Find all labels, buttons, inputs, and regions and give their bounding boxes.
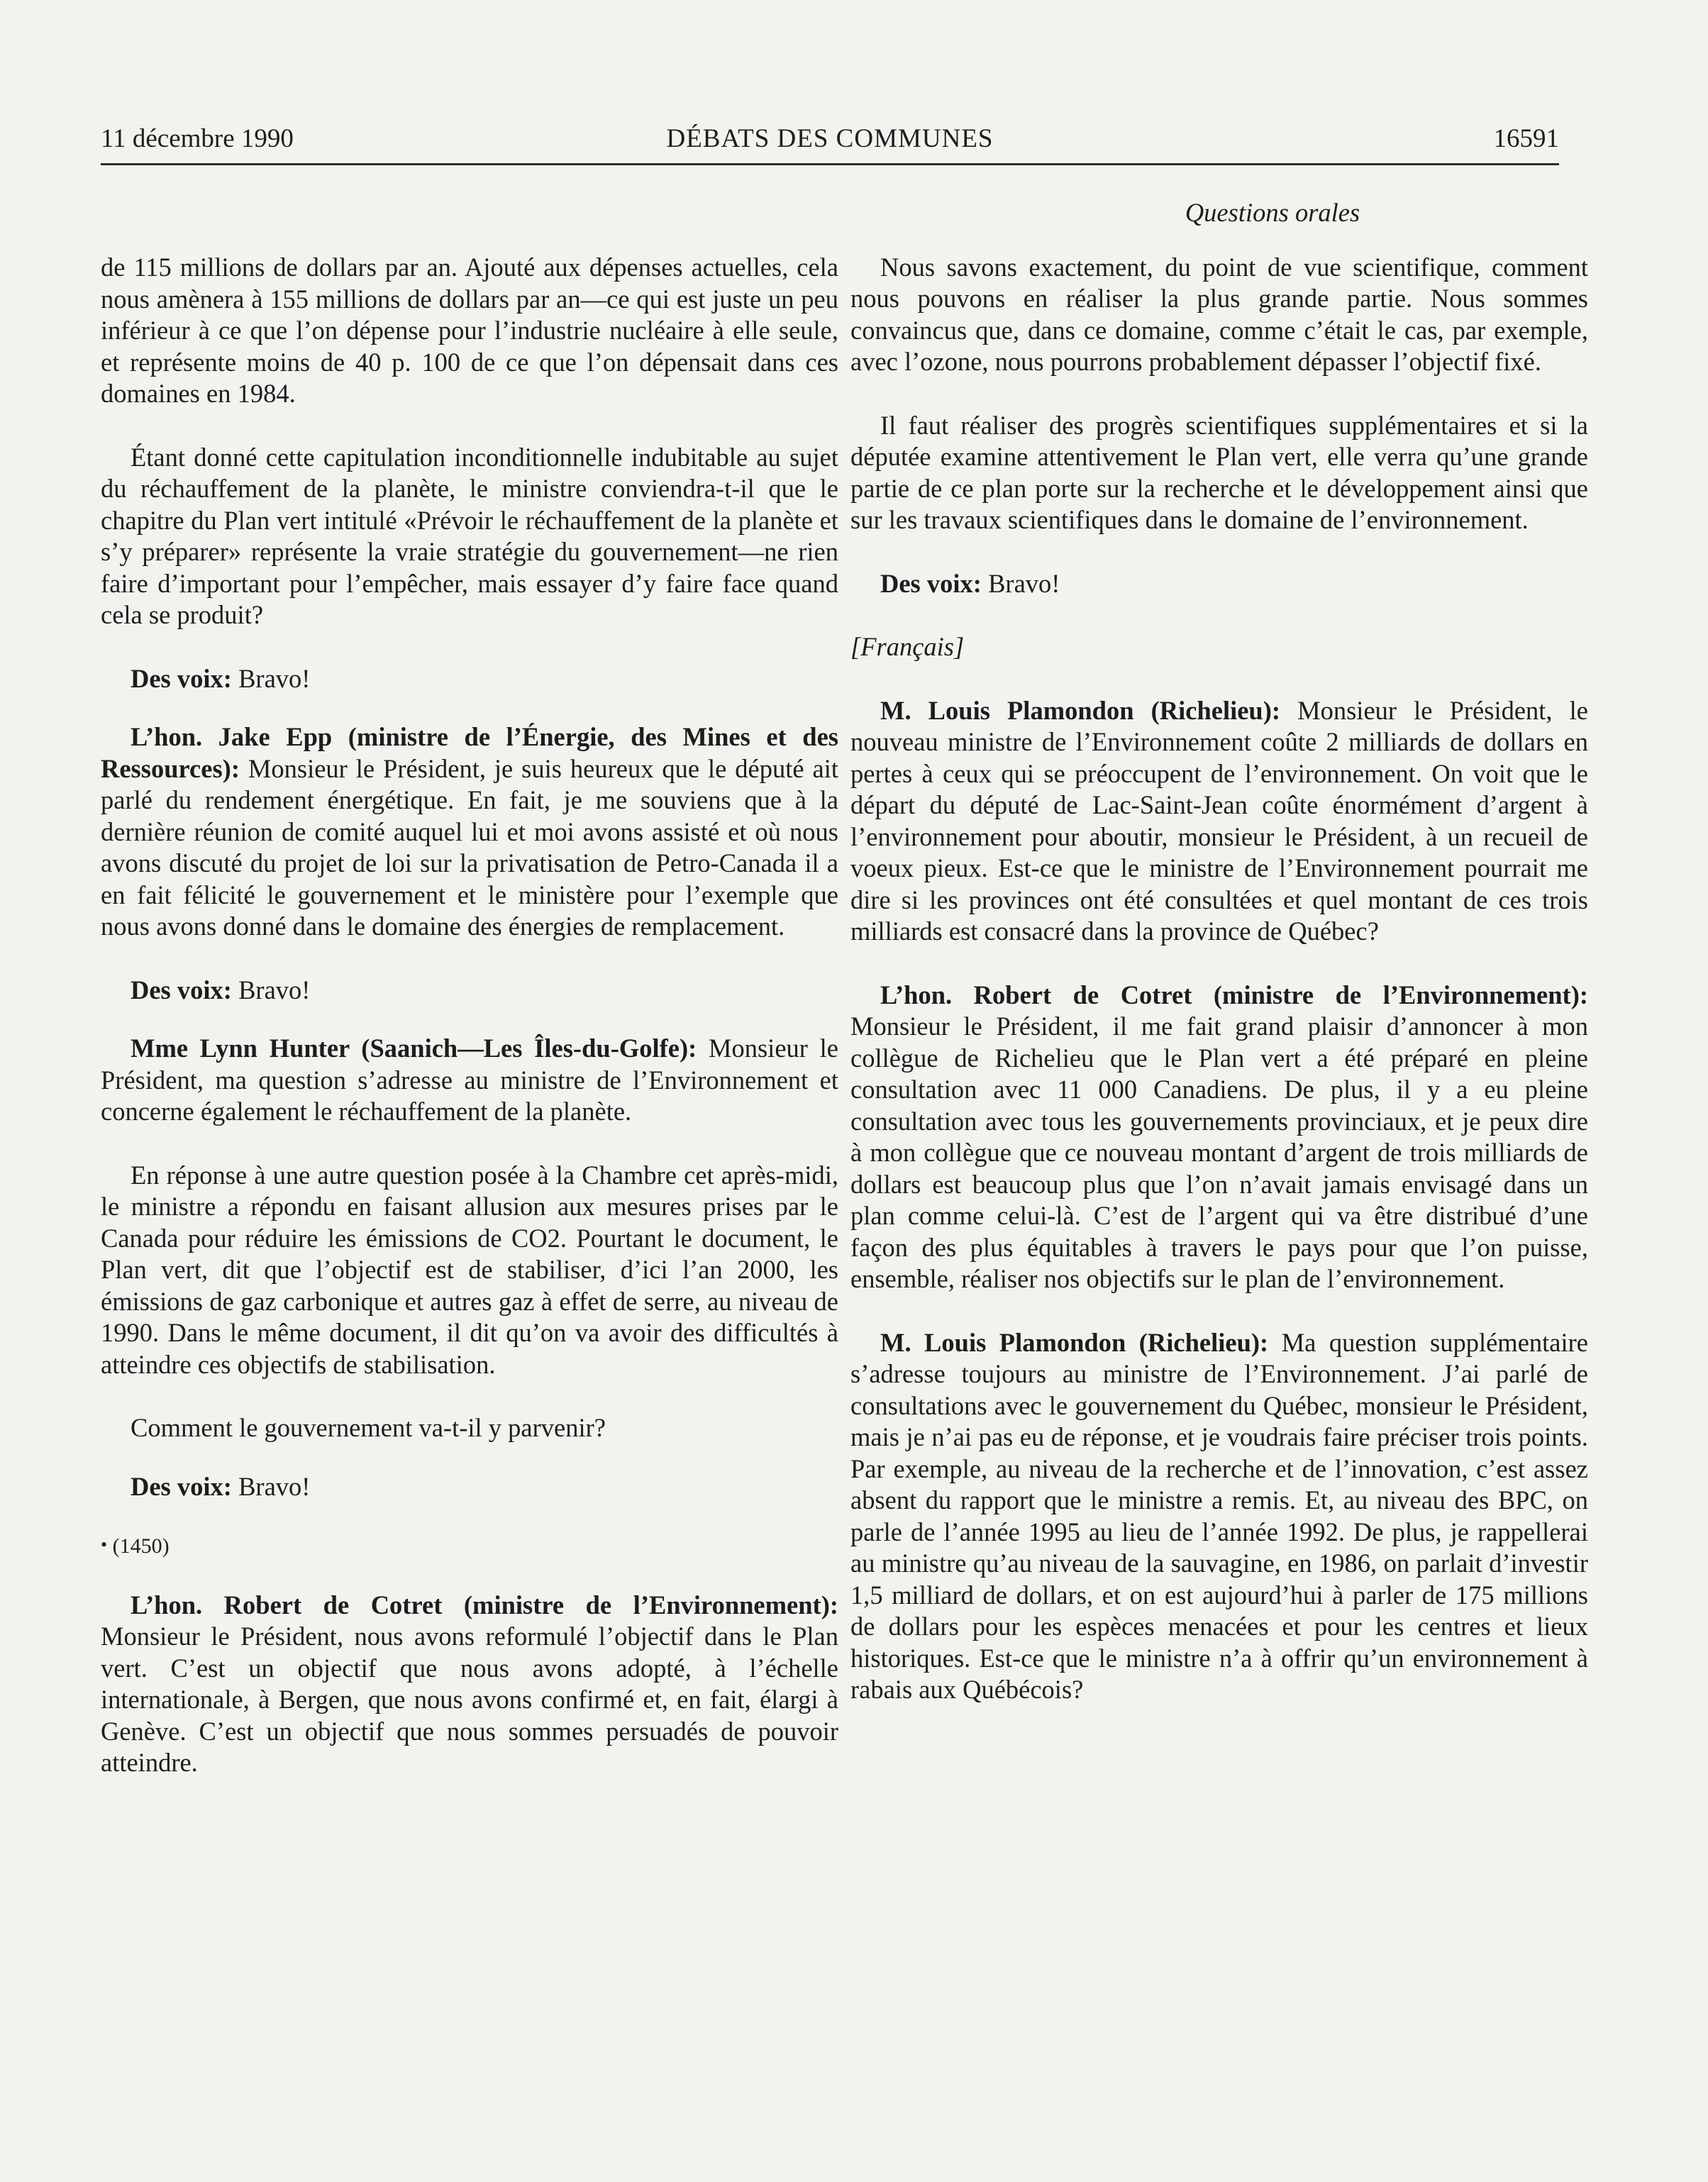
right-column [850,197,1588,1738]
speech-text: Ma question supplémentaire s’adresse toujours au ministre de l’Environnement. J’ai parlé de consultations avec le gouvernement du Québec, monsieur le Président, mais je n’ai pas eu de réponse, et je voudrais faire préciser trois points. Par exemple, au niveau de la recherche et de l’innovation, c’est assez absent du rapport que le ministre a remis. Et, au niveau des BPC, on parle de l’année 1995 au lieu de l’année 1992. De plus, je rappellerai au ministre qu’au niveau de la sauvagine, en 1986, on parlait d’investir 1,5 milliard de dollars, et on est aujourd’hui à parler de 175 millions de dollars pour les espèces menacées et pour les centres et lieux historiques. Est-ce que le ministre n’a à offrir qu’un environnement à rabais aux Québécois? [850,1327,1588,1704]
interjection [101,975,838,1007]
timestamp [101,1529,838,1563]
header-date: 11 décembre 1990 [101,124,294,153]
paragraph: En réponse à une autre question posée à la Chambre cet après-midi, le ministre a répondu en faisant allusion aux mesures prises par le Canada pour réduire les émissions de CO2. Pourtant le document, le Plan vert, dit que l’objectif est de stabiliser, d’ici l’an 2000, les émissions de gaz carbonique et autres gaz à effet de serre, au niveau de 1990. Dans le même document, il dit qu’on va avoir des difficultés à atteindre ces objectifs de stabilisation. [101,1160,838,1379]
interjection [850,568,1588,600]
page-header [101,122,1559,165]
section-title: Questions orales [1185,198,1360,227]
speaker-name: Des voix: [131,663,232,693]
speech [101,1590,838,1779]
timestamp-text: (1450) [112,1534,170,1558]
header-title: DÉBATS DES COMMUNES [666,124,994,153]
speaker-name: Des voix: [131,975,232,1004]
speech [850,1327,1588,1706]
paragraph: Étant donné cette capitulation inconditionnelle indubitable au sujet du réchauffement de la planète, le ministre conviendra-t-il que le chapitre du Plan vert intitulé «Prévoir le réchauffement de la planète et s’y préparer» représente la vraie stratégie du gouvernement—ne rien faire d’important pour l’empêcher, mais essayer d’y faire face quand cela se produit? [101,442,838,629]
header-page-number: 16591 [1493,124,1559,153]
speech [101,721,838,943]
speaker-name: L’hon. Robert de Cotret (ministre de l’Environnement): [131,1590,838,1619]
paragraph: Nous savons exactement, du point de vue scientifique, comment nous pouvons en réaliser la plus grande partie. Nous sommes convaincus que, dans ce domaine, comme c’était le cas, par exemple, avec l’ozone, nous pourrons probablement dépasser l’objectif fixé. [850,252,1588,376]
speech-text: Monsieur le Président, nous avons reformulé l’objectif dans le Plan vert. C’est un objectif que nous avons adopté, à l’échelle internationale, à Bergen, que nous avons confirmé et, en fait, élargi à Genève. C’est un objectif que nous sommes persuadés de pouvoir atteindre. [101,1622,838,1777]
speaker-name: L’hon. Jake Epp (ministre de l’Énergie, des Mines et des Ressources): [101,722,838,783]
speaker-name: Des voix: [131,1471,232,1501]
paragraph: de 115 millions de dollars par an. Ajouté aux dépenses actuelles, cela nous amènera à 155 millions de dollars par an—ce qui est juste un peu inférieur à ce que l’on dépense pour l’industrie nucléaire à elle seule, et représente moins de 40 p. 100 de ce que l’on dépensait dans ces domaines en 1984. [101,253,838,408]
interjection [101,1471,838,1503]
language-marker: [Français] [850,632,965,661]
speech [850,695,1588,948]
paragraph: Il faut réaliser des progrès scientifiques supplémentaires et si la députée examine attentivement le Plan vert, elle verra qu’une grande partie de ce plan porte sur la recherche et le développement ainsi que sur les travaux scientifiques dans le domaine de l’environnement. [850,410,1588,534]
speaker-name: L’hon. Robert de Cotret (ministre de l’Environnement): [880,980,1588,1009]
speech [101,1033,838,1128]
speaker-name: M. Louis Plamondon (Richelieu): [880,1327,1269,1357]
speech-text: Monsieur le Président, je suis heureux que le député ait parlé du rendement énergétique. En fait, je me souviens que à la dernière réunion de comité auquel lui et moi avons assisté et où nous avons discuté du projet de loi sur la privatisation de Petro-Canada il a en fait félicité le gouvernement et le ministère pour l’exemple que nous avons donné dans le domaine des énergies de remplacement. [101,753,838,941]
speech [850,980,1588,1295]
speech-text: Monsieur le Président, il me fait grand plaisir d’annoncer à mon collègue de Richelieu que le Plan vert a été préparé en pleine consultation avec 11 000 Canadiens. De plus, il y a eu pleine consultation avec tous les gouvernements provinciaux, et je peux dire à mon collègue que ce nouveau montant d’argent de trois milliards de dollars est beaucoup plus que l’on n’avait jamais envisagé dans un plan comme celui-là. C’est de l’argent qui va être distribué d’une façon des plus équitables à travers le pays pour que l’on puisse, ensemble, réaliser nos objectifs sur le plan de l’environnement. [850,1012,1588,1293]
speech-text: Bravo! [231,663,311,693]
speech-text: Bravo! [231,975,311,1004]
speech-text: Bravo! [981,568,1060,598]
interjection [101,663,838,695]
speaker-name: M. Louis Plamondon (Richelieu): [880,695,1281,725]
paragraph: Comment le gouvernement va-t-il y parvenir? [131,1413,606,1442]
speech-text: Monsieur le Président, le nouveau ministre de l’Environnement coûte 2 milliards de dollars en pertes à ceux qui se préoccupent de l’environnement. On voit que le départ du député de Lac-Saint-Jean coûte énormément d’argent à l’environnement pour aboutir, monsieur le Président, à un recueil de voeux pieux. Est-ce que le ministre de l’Environnement pourrait me dire si les provinces ont été consultées et quel montant de ces trois milliards est consacré dans la province de Québec? [850,695,1588,946]
speaker-name: Des voix: [880,568,982,598]
speaker-name: Mme Lynn Hunter (Saanich—Les Îles-du-Golfe): [131,1034,697,1063]
left-column [101,252,838,1811]
speech-text: Monsieur le Président, ma question s’adresse au ministre de l’Environnement et concerne également le réchauffement de la planète. [101,1034,839,1126]
speech-text: Bravo! [231,1471,311,1501]
bullet-icon: • [101,1534,108,1555]
